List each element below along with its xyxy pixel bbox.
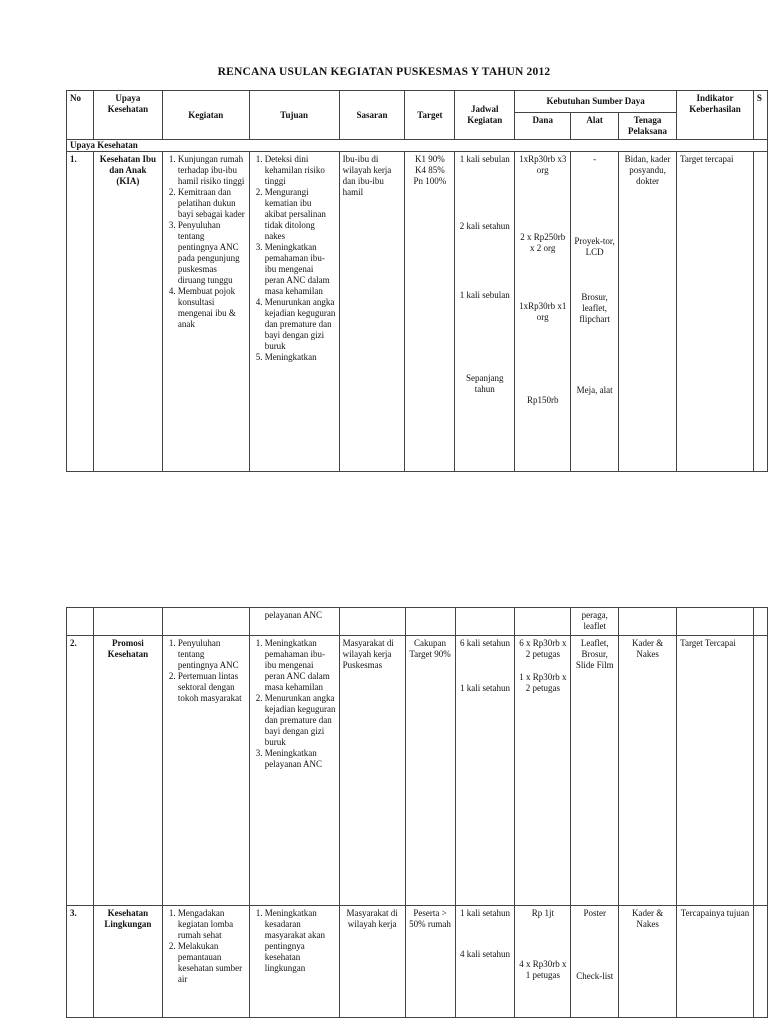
list-item: 1. Deteksi dini kehamilan risiko tinggi	[265, 154, 336, 187]
header-tenaga: Tenaga Pelaksana	[619, 113, 677, 140]
continuation-alat: peraga, leaflet	[571, 608, 619, 636]
list-item: 1. Meningkatkan pemahaman ibu-ibu mengenai peran ANC dalam masa kehamilan	[265, 638, 336, 693]
header-upaya: Upaya Kesehatan	[93, 91, 162, 140]
alat-item: Check-list	[576, 971, 614, 981]
row-indikator: Tercapainya tujuan	[677, 906, 754, 1018]
row-target: Cakupan Target 90%	[405, 636, 455, 906]
header-tujuan: Tujuan	[249, 91, 339, 140]
header-sasaran: Sasaran	[339, 91, 405, 140]
header-jadwal: Jadwal Kegiatan	[455, 91, 515, 140]
row-target	[405, 152, 455, 472]
row-sasaran: Ibu-ibu di wilayah kerja dan ibu-ibu hamil	[339, 152, 405, 472]
jadwal-item: 6 kali setahun	[459, 638, 510, 648]
row-dana	[515, 636, 571, 906]
dana-item: Rp150rb	[526, 395, 559, 405]
list-item: 1. Mengadakan kegiatan lomba rumah sehat	[178, 908, 246, 941]
jadwal-item: 2 kali setahun	[459, 221, 510, 231]
list-item: 1. Kunjungan rumah terhadap ibu-ibu hamil risiko tinggi	[178, 154, 246, 187]
row-sasaran: Masyarakat di wilayah kerja Puskesmas	[339, 636, 405, 906]
plan-table-page-1	[66, 90, 768, 472]
alat-item: Meja, alat	[576, 385, 613, 395]
target-value: Pn 100%	[413, 176, 447, 186]
dana-item: 1xRp30rb x3 org	[519, 154, 567, 175]
row-tenaga: Kader & Nakes	[619, 636, 677, 906]
table-row	[67, 906, 768, 1018]
list-item: 3. Penyuluhan tentang pentingnya ANC pada pengunjung puskesmas diruang tunggu	[178, 220, 246, 286]
row-dana	[515, 906, 571, 1018]
table-row	[67, 608, 768, 636]
row-alat	[571, 152, 619, 472]
row-dana	[515, 152, 571, 472]
row-kegiatan	[162, 636, 249, 906]
row-upaya: Kesehatan Lingkungan	[93, 906, 162, 1018]
continuation-tujuan: pelayanan ANC	[249, 608, 339, 636]
table-row	[67, 152, 768, 472]
list-item: 4. Menurunkan angka kejadian keguguran dan premature dan bayi dengan gizi buruk	[265, 297, 336, 352]
list-item: 2. Kemitraan dan pelatihan dukun bayi sebagai kader	[178, 187, 246, 220]
jadwal-item: 1 kali sebulan	[459, 154, 510, 164]
table-row	[67, 636, 768, 906]
row-extra	[753, 906, 767, 1018]
target-value: K4 85%	[415, 165, 445, 175]
row-jadwal	[455, 152, 515, 472]
dana-item: Rp 1jt	[531, 908, 554, 918]
jadwal-item: 1 kali sebulan	[459, 290, 510, 300]
page-title: RENCANA USULAN KEGIATAN PUSKESMAS Y TAHUN 2012	[217, 66, 551, 78]
row-kegiatan	[162, 152, 249, 472]
target-value: K1 90%	[415, 154, 445, 164]
row-no: 2.	[67, 636, 94, 906]
alat-item: Brosur, leaflet, flipchart	[579, 292, 610, 324]
header-kegiatan: Kegiatan	[162, 91, 249, 140]
list-item: 1. Meningkatkan kesadaran masyarakat akan pentingnya kesehatan lingkungan	[265, 908, 336, 974]
row-target: Peserta > 50% rumah	[405, 906, 455, 1018]
jadwal-item: 1 kali setahun	[459, 683, 510, 693]
row-tenaga: Bidan, kader posyandu, dokter	[619, 152, 677, 472]
header-extra: S	[753, 91, 767, 140]
section-label: Upaya Kesehatan	[67, 140, 768, 152]
row-tujuan	[249, 152, 339, 472]
row-jadwal	[455, 636, 515, 906]
dana-item: 4 x Rp30rb x 1 petugas	[519, 959, 567, 980]
jadwal-item: Sepanjang tahun	[466, 373, 504, 394]
row-tenaga: Kader & Nakes	[619, 906, 677, 1018]
alat-item: -	[593, 154, 597, 164]
row-indikator: Target Tercapai	[677, 636, 754, 906]
dana-item: 1xRp30rb x1 org	[519, 301, 567, 322]
row-upaya: Kesehatan Ibu dan Anak (KIA)	[93, 152, 162, 472]
row-no: 3.	[67, 906, 94, 1018]
jadwal-item: 1 kali setahun	[459, 908, 510, 918]
alat-item: Proyek-tor, LCD	[574, 236, 615, 257]
row-sasaran: Masyarakat di wilayah kerja	[339, 906, 405, 1018]
row-alat: Leaflet, Brosur, Slide Film	[571, 636, 619, 906]
list-item: 2. Pertemuan lintas sektoral dengan tokoh masyarakat	[178, 671, 246, 704]
row-indikator: Target tercapai	[677, 152, 754, 472]
plan-table-page-2	[66, 607, 768, 1018]
list-item: 2. Menurunkan angka kejadian keguguran dan premature dan bayi dengan gizi buruk	[265, 693, 336, 748]
list-item: 4. Membuat pojok konsultasi mengenai ibu & anak	[178, 286, 246, 330]
header-alat: Alat	[571, 113, 619, 140]
alat-item: Poster	[583, 908, 606, 918]
row-alat	[571, 906, 619, 1018]
list-item: 1. Penyuluhan tentang pentingnya ANC	[178, 638, 246, 671]
row-tujuan	[249, 636, 339, 906]
header-target: Target	[405, 91, 455, 140]
header-no: No	[67, 91, 94, 140]
row-jadwal	[455, 906, 515, 1018]
list-item: 5. Meningkatkan	[265, 352, 336, 363]
row-no: 1.	[67, 152, 94, 472]
jadwal-item: 4 kali setahun	[459, 949, 510, 959]
row-extra	[753, 636, 767, 906]
dana-item: 1 x Rp30rb x 2 petugas	[519, 672, 567, 693]
header-indikator: Indikator Keberhasilan	[677, 91, 754, 140]
row-upaya: Promosi Kesehatan	[93, 636, 162, 906]
list-item: 2. Mengurangi kematian ibu akibat persalinan tidak ditolong nakes	[265, 187, 336, 242]
header-kebutuhan: Kebutuhan Sumber Daya	[515, 91, 677, 113]
header-dana: Dana	[515, 113, 571, 140]
row-extra	[753, 152, 767, 472]
list-item: 3. Meningkatkan pemahaman ibu-ibu mengenai peran ANC dalam masa kehamilan	[265, 242, 336, 297]
row-kegiatan	[162, 906, 249, 1018]
row-tujuan	[249, 906, 339, 1018]
dana-item: 2 x Rp250rb x 2 org	[520, 232, 566, 253]
dana-item: 6 x Rp30rb x 2 petugas	[519, 638, 567, 659]
list-item: 2. Melakukan pemantauan kesehatan sumber air	[178, 941, 246, 985]
list-item: 3. Meningkatkan pelayanan ANC	[265, 748, 336, 770]
